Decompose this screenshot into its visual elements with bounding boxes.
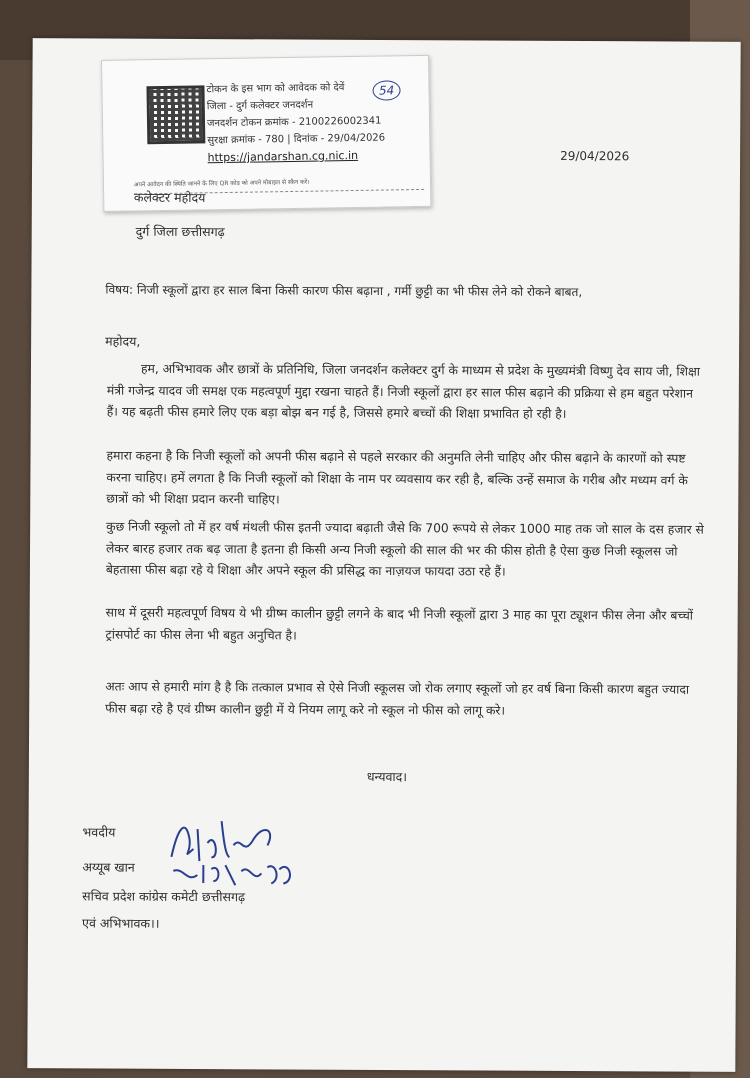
paragraph-4: साथ में दूसरी महत्वपूर्ण विषय ये भी ग्रीष्म कालीन छुट्टी लगने के बाद भी निजी स्कूलों द्वारा 3 माह का पूरा ट्यूशन फीस लेना और बच्चों ट्रांसपोर्ट का फीस लेना भी बहुत अनुचित है। — [105, 605, 694, 643]
token-line-4: सुरक्षा क्रमांक - 780 | दिनांक - 29/04/2026 — [207, 132, 386, 147]
sender-name: अय्यूब खान — [82, 859, 135, 875]
token-line-1: टोकन के इस भाग को आवेदक को देवें — [206, 82, 345, 96]
handwritten-signature — [163, 799, 313, 890]
recipient-line-2: दुर्ग जिला छत्तीसगढ़ — [135, 223, 225, 240]
paragraph-2: हमारा कहना है कि निजी स्कूलों को अपनी फीस बढ़ाने से पहले सरकार की अनुमति लेनी चाहिए और फीस बढ़ाने के कारणों को स्पष्ट करना चाहिए। हमें लगता है कि निजी स्कूलों को शिक्षा के नाम पर व्यवसाय कर रही है, बल्कि उन्हें समाज के गरीब और मध्यम वर्ग के छात्रों को भी शिक्षा प्रदान करनी चाहिए। — [106, 448, 688, 507]
paragraph-1: हम, अभिभावक और छात्रों के प्रतिनिधि, जिला जनदर्शन कलेक्टर दुर्ग के माध्यम से प्रदेश के मुख्यमंत्री विष्णु देव साय जी, शिक्षा मंत्री गजेन्द्र यादव जी समक्ष एक महत्वपूर्ण मुद्दा रखना चाहते हैं। निजी स्कूलों द्वारा हर साल फीस बढ़ाने की प्रक्रिया से हम बहुत परेशान हैं। यह बढ़ती फीस हमारे लिए एक बड़ा बोझ बन गई है, जिससे हमारे बच्चों की शिक्षा प्रभावित हो रही है। — [106, 361, 701, 421]
token-footer: अपने आवेदन की स्थिति जानने के लिए QR कोड को अपने मोबाइल से स्कैन करें। — [133, 178, 310, 189]
paragraph-5: अतः आप से हमारी मांग है है कि तत्काल प्रभाव से ऐसे निजी स्कूलस जो रोक लगाए स्कूलों जो हर वर्ष बिना किसी कारण बहुत ज्यादा फीस बढ़ा रहे है एवं ग्रीष्म कालीन छुट्टी में ये नियम लागू करे नो स्कूल नो फीस को लागू करे। — [105, 679, 690, 718]
letter-page — [27, 38, 740, 1072]
salutation: महोदय, — [105, 333, 141, 349]
jandarshan-link[interactable]: https://jandarshan.cg.nic.in — [207, 148, 359, 165]
qr-code-icon — [146, 85, 205, 144]
letter-date: 29/04/2026 — [560, 148, 630, 164]
thanks: धन्यवाद। — [366, 768, 408, 785]
handwritten-token-number: 54 — [372, 80, 400, 100]
recipient-line-1: कलेक्टर महोदय — [133, 189, 206, 206]
closing: भवदीय — [82, 824, 116, 840]
subject-line: विषय: निजी स्कूलों द्वारा हर साल बिना किसी कारण फीस बढ़ाना , गर्मी छुट्टी का भी फीस लेने को रोकने बाबत, — [105, 282, 583, 300]
signature-text: Ayub 29/4/2026 — [163, 798, 172, 800]
sender-designation: सचिव प्रदेश कांग्रेस कमेटी छत्तीसगढ़ — [82, 888, 246, 905]
sender-role: एवं अभिभावक।। — [82, 915, 160, 931]
paragraph-3: कुछ निजी स्कूलो तो में हर वर्ष मंथली फीस इतनी ज्यादा बढ़ाती जैसे कि 700 रूपये से लेकर 1000 माह तक जो साल के दस हजार से लेकर बारह हजार तक बढ़ जाता है इतना ही किसी अन्य निजी स्कूलो की साल की भर की फीस होती है ऐसा कुछ निजी स्कूलस जो बेहतासा फीस बढ़ा रहे ये शिक्षा और अपने स्कूल की प्रसिद्ध का नाज़यज फायदा उठा रहे हैं। — [105, 519, 704, 579]
token-line-3: जनदर्शन टोकन क्रमांक - 2100226002341 — [206, 115, 382, 130]
token-line-2: जिला - दुर्ग कलेक्टर जनदर्शन — [206, 99, 314, 113]
